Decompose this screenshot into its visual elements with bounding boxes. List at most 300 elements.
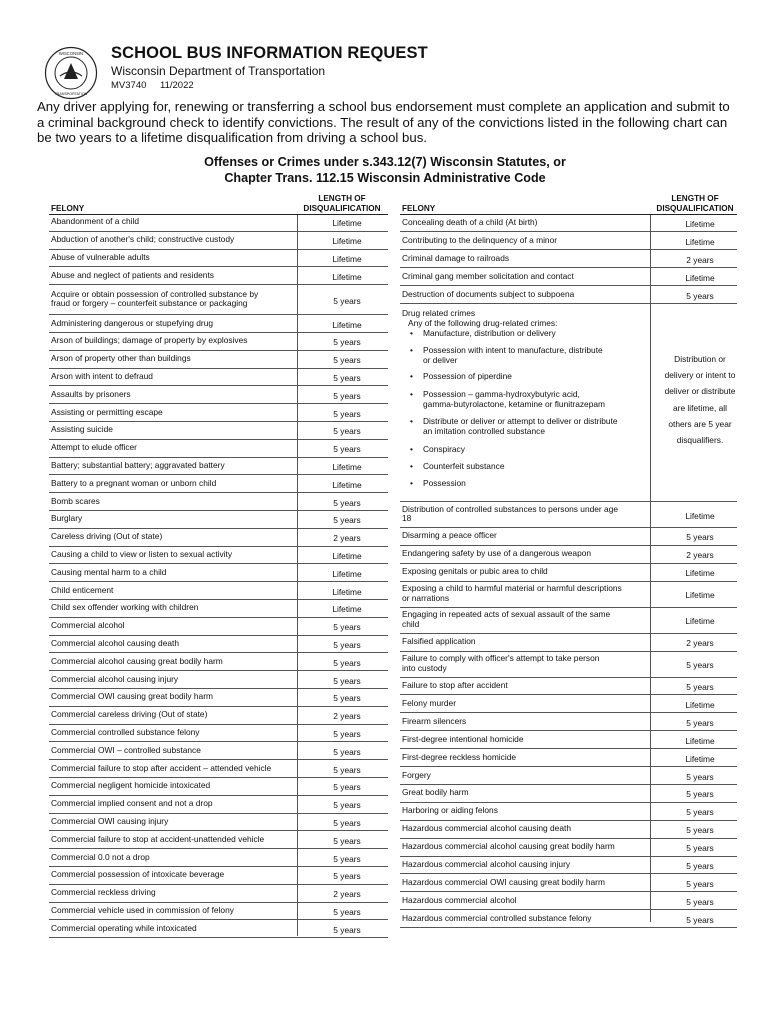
drug-item-line: • Possession of piperdine [423, 371, 512, 381]
disqualification-length: 5 years [686, 825, 714, 836]
disqualification-length: 5 years [686, 896, 714, 907]
disqualification-length: Lifetime [685, 236, 715, 247]
table-row [49, 214, 388, 232]
left-felony-header: FELONY [51, 204, 85, 213]
offense-name [51, 621, 125, 631]
table-row [400, 608, 737, 634]
department-name: Wisconsin Department of Transportation [111, 64, 326, 78]
disqualification-length: Lifetime [685, 510, 715, 521]
disqualification-length: 5 years [686, 843, 714, 854]
table-row [400, 749, 737, 767]
right-length-header: LENGTH OF DISQUALIFICATION [656, 194, 734, 213]
offense-name [402, 717, 466, 727]
disqualification-length: Lifetime [685, 616, 715, 627]
offense-name [51, 550, 232, 560]
offense-name-line: Criminal gang member solicitation and contact [402, 270, 574, 281]
offense-name-line: Criminal damage to railroads [402, 252, 510, 263]
note-line: delivery or intent to [664, 370, 736, 381]
table-row [400, 875, 737, 893]
table-row [49, 564, 388, 582]
offense-name-line: Commercial alcohol causing great bodily harm [51, 655, 223, 666]
offense-name-line: Burglary [51, 513, 83, 524]
table-row [49, 232, 388, 250]
offense-name-line: Assaults by prisoners [51, 388, 131, 399]
disqualification-length: 5 years [333, 924, 361, 935]
section-heading-line1: Offenses or Crimes under s.343.12(7) Wisconsin Statutes, or [204, 155, 566, 169]
offense-name-line: Hazardous commercial alcohol causing great bodily harm [402, 841, 615, 852]
offense-name-line: Abandonment of a child [51, 216, 139, 227]
offense-name-line: Arson with intent to defraud [51, 370, 153, 381]
table-row [49, 422, 388, 440]
table-row [49, 778, 388, 796]
offense-name [51, 657, 223, 667]
offense-name-line: Hazardous commercial alcohol [402, 894, 517, 905]
note-line: others are 5 year [668, 418, 732, 429]
disqualification-length: 5 years [333, 337, 361, 348]
drug-item-line: • Manufacture, distribution or delivery [423, 328, 556, 338]
note-line: Distribution or [674, 354, 726, 364]
disqualification-length: 5 years [333, 390, 361, 401]
offense-name-line: Hazardous commercial alcohol causing death [402, 823, 571, 834]
note-line: disqualifiers. [676, 435, 724, 446]
offense-name-line: Administering dangerous or stupefying drug [51, 317, 214, 328]
table-row [49, 369, 388, 387]
form-date: 11/2022 [160, 80, 194, 91]
wisdot-seal-logo [44, 46, 98, 100]
offense-name [51, 390, 131, 400]
offense-name [51, 692, 213, 702]
drug-item-line: • Possession – gamma-hydroxybutyric acid, [423, 389, 580, 399]
drug-crime-item [423, 346, 603, 365]
offense-name-line: Concealing death of a child (At birth) [402, 216, 538, 227]
offense-name [51, 710, 207, 720]
table-row [49, 707, 388, 725]
offense-name-line: Felony murder [402, 697, 456, 708]
table-row [49, 511, 388, 529]
offense-name [51, 532, 162, 542]
disqualification-length: 5 years [333, 693, 361, 704]
table-row [49, 831, 388, 849]
offense-name [51, 728, 200, 738]
disqualification-length: 2 years [686, 550, 714, 561]
disqualification-length: 5 years [333, 835, 361, 846]
table-row [400, 678, 737, 696]
offense-name-line: Commercial reckless driving [51, 887, 156, 898]
offense-name-line: Child enticement [51, 584, 114, 595]
table-row [400, 767, 737, 785]
offense-name [51, 675, 178, 685]
form-number: MV3740 [111, 80, 147, 91]
table-row [49, 315, 388, 333]
drug-item-line: an imitation controlled substance [423, 425, 545, 436]
offense-name-line: Commercial operating while intoxicated [51, 922, 197, 933]
offense-name [51, 319, 213, 329]
table-row [49, 814, 388, 832]
offense-name-line: Causing mental harm to a child [51, 566, 167, 577]
offense-name-line: Commercial failure to stop after accident – attended vehicle [51, 762, 272, 773]
disqualification-length: 5 years [333, 444, 361, 455]
table-row [400, 713, 737, 731]
disqualification-length: 5 years [686, 290, 714, 301]
offense-name-line: Contributing to the delinquency of a minor [402, 234, 558, 245]
offense-name [51, 235, 234, 245]
offense-name-line: Bomb scares [51, 495, 100, 506]
drug-crime-item [423, 329, 556, 339]
disqualification-length: 5 years [333, 871, 361, 882]
offense-name [51, 217, 139, 227]
disqualification-length: Lifetime [685, 568, 715, 579]
offense-name-line: or narrations [402, 592, 450, 603]
table-row [400, 502, 737, 528]
disqualification-length: 5 years [333, 372, 361, 383]
offense-name-line: Hazardous commercial OWI causing great bodily harm [402, 876, 605, 887]
offense-name [51, 479, 216, 489]
offense-name [51, 817, 168, 827]
offense-name [51, 408, 163, 418]
offense-name [51, 888, 156, 898]
table-row [49, 742, 388, 760]
table-row [400, 268, 737, 286]
disqualification-length: 5 years [686, 807, 714, 818]
intro-paragraph: Any driver applying for, renewing or transferring a school bus endorsement must complete an application and submit to a criminal background check to identify convictions. The result of any of the convictions listed in the following chart can be two years to a lifetime disqualification from driving a school bus. [37, 99, 730, 146]
drug-crime-item [423, 390, 605, 409]
offense-name-line: Acquire or obtain possession of controlled substance by [51, 288, 259, 299]
disqualification-length: 5 years [333, 657, 361, 668]
offense-name [51, 461, 225, 471]
offense-name-line: Firearm silencers [402, 715, 467, 726]
disqualification-length: 2 years [333, 533, 361, 544]
table-row [49, 725, 388, 743]
offense-name-line: Failure to stop after accident [402, 680, 508, 691]
table-row [49, 386, 388, 404]
offense-name [51, 354, 191, 364]
table-row [400, 731, 737, 749]
table-row [49, 475, 388, 493]
table-row [400, 214, 737, 232]
offense-name-line: Great bodily harm [402, 787, 469, 798]
table-row [49, 458, 388, 476]
disqualification-length: 5 years [333, 764, 361, 775]
table-row [49, 653, 388, 671]
drug-crime-item [423, 462, 504, 472]
table-row [49, 529, 388, 547]
disqualification-length: 5 years [686, 914, 714, 925]
disqualification-length: 5 years [333, 355, 361, 366]
disqualification-length: Lifetime [332, 479, 362, 490]
offense-name-line: Commercial alcohol [51, 620, 125, 631]
disqualification-length: Lifetime [685, 218, 715, 229]
disqualification-length: 2 years [333, 889, 361, 900]
disqualification-length: 2 years [686, 638, 714, 649]
offense-name [402, 824, 571, 834]
disqualification-length: 5 years [333, 622, 361, 633]
offense-name-line: Commercial OWI causing great bodily harm [51, 691, 213, 702]
offense-name [51, 443, 137, 453]
offense-name-line: Distribution of controlled substances to persons under age [402, 503, 619, 514]
offense-name [402, 236, 557, 246]
table-row [400, 785, 737, 803]
offense-name-line: into custody [402, 662, 447, 673]
offense-name-line: Commercial controlled substance felony [51, 726, 200, 737]
form-title: SCHOOL BUS INFORMATION REQUEST [111, 44, 428, 62]
drug-crime-item [423, 445, 465, 455]
drug-item-line: • Possession [423, 478, 466, 488]
offense-name-line: Forgery [402, 769, 431, 780]
disqualification-length: 5 years [686, 682, 714, 693]
disqualification-length: 5 years [686, 532, 714, 543]
table-row [400, 286, 737, 304]
offense-name-line: Commercial alcohol causing injury [51, 673, 179, 684]
offense-name-line: Causing a child to view or listen to sexual activity [51, 548, 233, 559]
offense-name-line: Arson of property other than buildings [51, 353, 191, 364]
offense-name [402, 771, 431, 781]
table-row [400, 634, 737, 652]
drug-subtitle-line: Any of the following drug-related crimes: [408, 317, 558, 328]
disqualification-length: Lifetime [332, 550, 362, 561]
offense-name-line: Exposing a child to harmful material or harmful descriptions [402, 583, 622, 594]
disqualification-length: 5 years [686, 789, 714, 800]
offense-name [51, 746, 201, 756]
offense-name [51, 853, 150, 863]
offense-name-line: Commercial careless driving (Out of state) [51, 709, 208, 720]
table-row [49, 796, 388, 814]
offense-name-line: Assisting or permitting escape [51, 406, 163, 417]
table-row [400, 546, 737, 564]
offense-name [51, 336, 247, 346]
table-row [49, 920, 388, 938]
table-row [400, 652, 737, 678]
disqualification-length: Lifetime [332, 236, 362, 247]
disqualification-length: Lifetime [332, 586, 362, 597]
disqualification-length: 5 years [333, 728, 361, 739]
table-row [49, 689, 388, 707]
table-row [49, 582, 388, 600]
offense-name [51, 870, 224, 880]
drug-item-line: • Counterfeit substance [423, 461, 505, 471]
table-row [49, 285, 388, 315]
svg-text:WISCONSIN: WISCONSIN [58, 51, 84, 56]
offense-name-line: Commercial 0.0 not a drop [51, 851, 150, 862]
table-row [49, 600, 388, 618]
offense-name [402, 637, 476, 647]
offense-name [51, 906, 234, 916]
drug-crimes-title [402, 309, 557, 328]
offense-name [402, 878, 605, 888]
table-row [49, 885, 388, 903]
disqualification-length: 5 years [333, 515, 361, 526]
drug-disqualification-note [636, 351, 764, 448]
offense-name-line: Destruction of documents subject to subpoena [402, 288, 575, 299]
offense-name [51, 497, 100, 507]
table-row [400, 528, 737, 546]
offense-name [402, 290, 574, 300]
note-line: are lifetime, all [673, 402, 727, 413]
offense-name [51, 835, 264, 845]
offense-name-line: Falsified application [402, 636, 476, 647]
offense-name-line: Commercial negligent homicide intoxicated [51, 780, 211, 791]
offense-name-line: Battery to a pregnant woman or unborn child [51, 477, 217, 488]
offense-name [402, 806, 498, 816]
offense-name-line: First-degree intentional homicide [402, 733, 524, 744]
offense-name-line: Commercial failure to stop at accident-unattended vehicle [51, 833, 265, 844]
disqualification-length: 5 years [333, 639, 361, 650]
disqualification-length: 5 years [333, 782, 361, 793]
offense-name-line: Commercial implied consent and not a drop [51, 798, 213, 809]
disqualification-length: Lifetime [332, 271, 362, 282]
table-row [400, 803, 737, 821]
offense-name-line: Harboring or aiding felons [402, 805, 498, 816]
table-row [400, 250, 737, 268]
offense-name [51, 781, 210, 791]
offense-name [51, 568, 166, 578]
drug-crime-item [423, 372, 512, 382]
table-row [400, 892, 737, 910]
table-row [49, 671, 388, 689]
drug-title-line: Drug related crimes [402, 308, 476, 318]
svg-text:TRANSPORTATION: TRANSPORTATION [54, 92, 88, 96]
disqualification-length: Lifetime [332, 218, 362, 229]
offense-name [402, 860, 570, 870]
disqualification-length: Lifetime [332, 604, 362, 615]
note-line: deliver or distribute [664, 386, 736, 397]
drug-item-line: • Distribute or deliver or attempt to deliver or distribute [423, 416, 618, 426]
section-heading-line2: Chapter Trans. 112.15 Wisconsin Administrative Code [224, 171, 546, 185]
disqualification-length: 5 years [686, 660, 714, 671]
table-row [49, 404, 388, 422]
disqualification-length: Lifetime [685, 699, 715, 710]
drug-item-line: • Conspiracy [423, 444, 465, 454]
offense-name [51, 271, 214, 281]
table-row [49, 636, 388, 654]
disqualification-length: 5 years [333, 800, 361, 811]
offense-name-line: Commercial OWI – controlled substance [51, 744, 201, 755]
offense-name-line: Attempt to elude officer [51, 442, 137, 453]
offense-name-line: Battery; substantial battery; aggravated battery [51, 459, 225, 470]
offense-name [51, 372, 153, 382]
offense-name [402, 896, 517, 906]
offense-name-line: Commercial alcohol causing death [51, 637, 180, 648]
drug-crime-item [423, 479, 466, 489]
offense-name-line: Commercial vehicle used in commission of felony [51, 904, 234, 915]
offense-name [402, 272, 574, 282]
offense-name-line: Careless driving (Out of state) [51, 531, 163, 542]
offense-name [51, 514, 82, 524]
table-row [49, 493, 388, 511]
offense-name [51, 586, 113, 596]
offense-name [51, 603, 198, 613]
disqualification-length: Lifetime [332, 461, 362, 472]
table-row [49, 267, 388, 285]
drug-item-line: gamma-butyrolactone, ketamine or flunitrazepam [423, 398, 606, 409]
table-row [400, 232, 737, 250]
table-row [49, 849, 388, 867]
table-row [400, 857, 737, 875]
offense-name-line: Abduction of another's child; constructive custody [51, 234, 235, 245]
disqualification-length: 5 years [333, 408, 361, 419]
offense-name [402, 753, 516, 763]
offense-name [402, 699, 456, 709]
disqualification-length: 5 years [686, 861, 714, 872]
disqualification-length: 2 years [333, 711, 361, 722]
disqualification-length: Lifetime [332, 568, 362, 579]
offense-name [51, 639, 179, 649]
disqualification-length: 5 years [333, 853, 361, 864]
offense-name [402, 681, 508, 691]
table-row [49, 618, 388, 636]
table-row [400, 910, 737, 928]
offense-name [402, 584, 622, 603]
table-row [49, 351, 388, 369]
disqualification-length: 5 years [333, 817, 361, 828]
disqualification-length: Lifetime [685, 753, 715, 764]
offense-name [51, 425, 113, 435]
disqualification-length: 5 years [333, 906, 361, 917]
table-row [400, 696, 737, 714]
disqualification-length: 5 years [333, 497, 361, 508]
table-row [49, 250, 388, 268]
table-row [49, 440, 388, 458]
offense-name [51, 924, 197, 934]
table-row [400, 821, 737, 839]
drug-item-line: • Possession with intent to manufacture, distribute [423, 345, 603, 355]
offense-name-line: Arson of buildings; damage of property by explosives [51, 335, 248, 346]
offense-name [402, 531, 497, 541]
offense-name [402, 654, 599, 673]
offense-name [402, 914, 591, 924]
offense-name [402, 218, 537, 228]
disqualification-length: 5 years [333, 675, 361, 686]
disqualification-length: 5 years [333, 746, 361, 757]
drug-item-line: or deliver [423, 354, 458, 365]
offense-name-line: child [402, 618, 420, 629]
offense-name-line: Engaging in repeated acts of sexual assault of the same [402, 609, 611, 620]
offense-name [51, 799, 213, 809]
offense-name-line: Commercial OWI causing injury [51, 815, 169, 826]
drug-crime-item [423, 417, 618, 436]
disqualification-length: Lifetime [332, 319, 362, 330]
offense-name-line: Child sex offender working with children [51, 602, 199, 613]
disqualification-length: 2 years [686, 254, 714, 265]
offense-name-line: Abuse and neglect of patients and residents [51, 269, 214, 280]
disqualification-length: 5 years [333, 295, 361, 306]
offense-name-line: Hazardous commercial controlled substance felony [402, 912, 592, 923]
disqualification-length: Lifetime [685, 590, 715, 601]
offense-name [402, 735, 524, 745]
offense-name-line: Exposing genitals or pubic area to child [402, 566, 548, 577]
offense-name-line: Abuse of vulnerable adults [51, 251, 150, 262]
offense-name-line: Assisting suicide [51, 424, 113, 435]
table-row [400, 582, 737, 608]
offense-name-line: Endangering safety by use of a dangerous weapon [402, 548, 592, 559]
table-row [49, 867, 388, 885]
disqualification-length: Lifetime [685, 272, 715, 283]
right-felony-header: FELONY [402, 204, 436, 213]
disqualification-length: 5 years [686, 878, 714, 889]
offense-name [402, 549, 591, 559]
table-row [49, 547, 388, 565]
offense-name [402, 610, 610, 629]
offense-name [402, 254, 509, 264]
offense-name [51, 253, 150, 263]
disqualification-length: Lifetime [685, 735, 715, 746]
offense-name [51, 764, 271, 774]
table-row [49, 760, 388, 778]
offense-name-line: Failure to comply with officer's attempt to take person [402, 653, 600, 664]
disqualification-length: 5 years [686, 771, 714, 782]
left-length-header: LENGTH OF DISQUALIFICATION [303, 194, 381, 213]
offense-name [402, 788, 469, 798]
offense-name-line: 18 [402, 513, 412, 523]
